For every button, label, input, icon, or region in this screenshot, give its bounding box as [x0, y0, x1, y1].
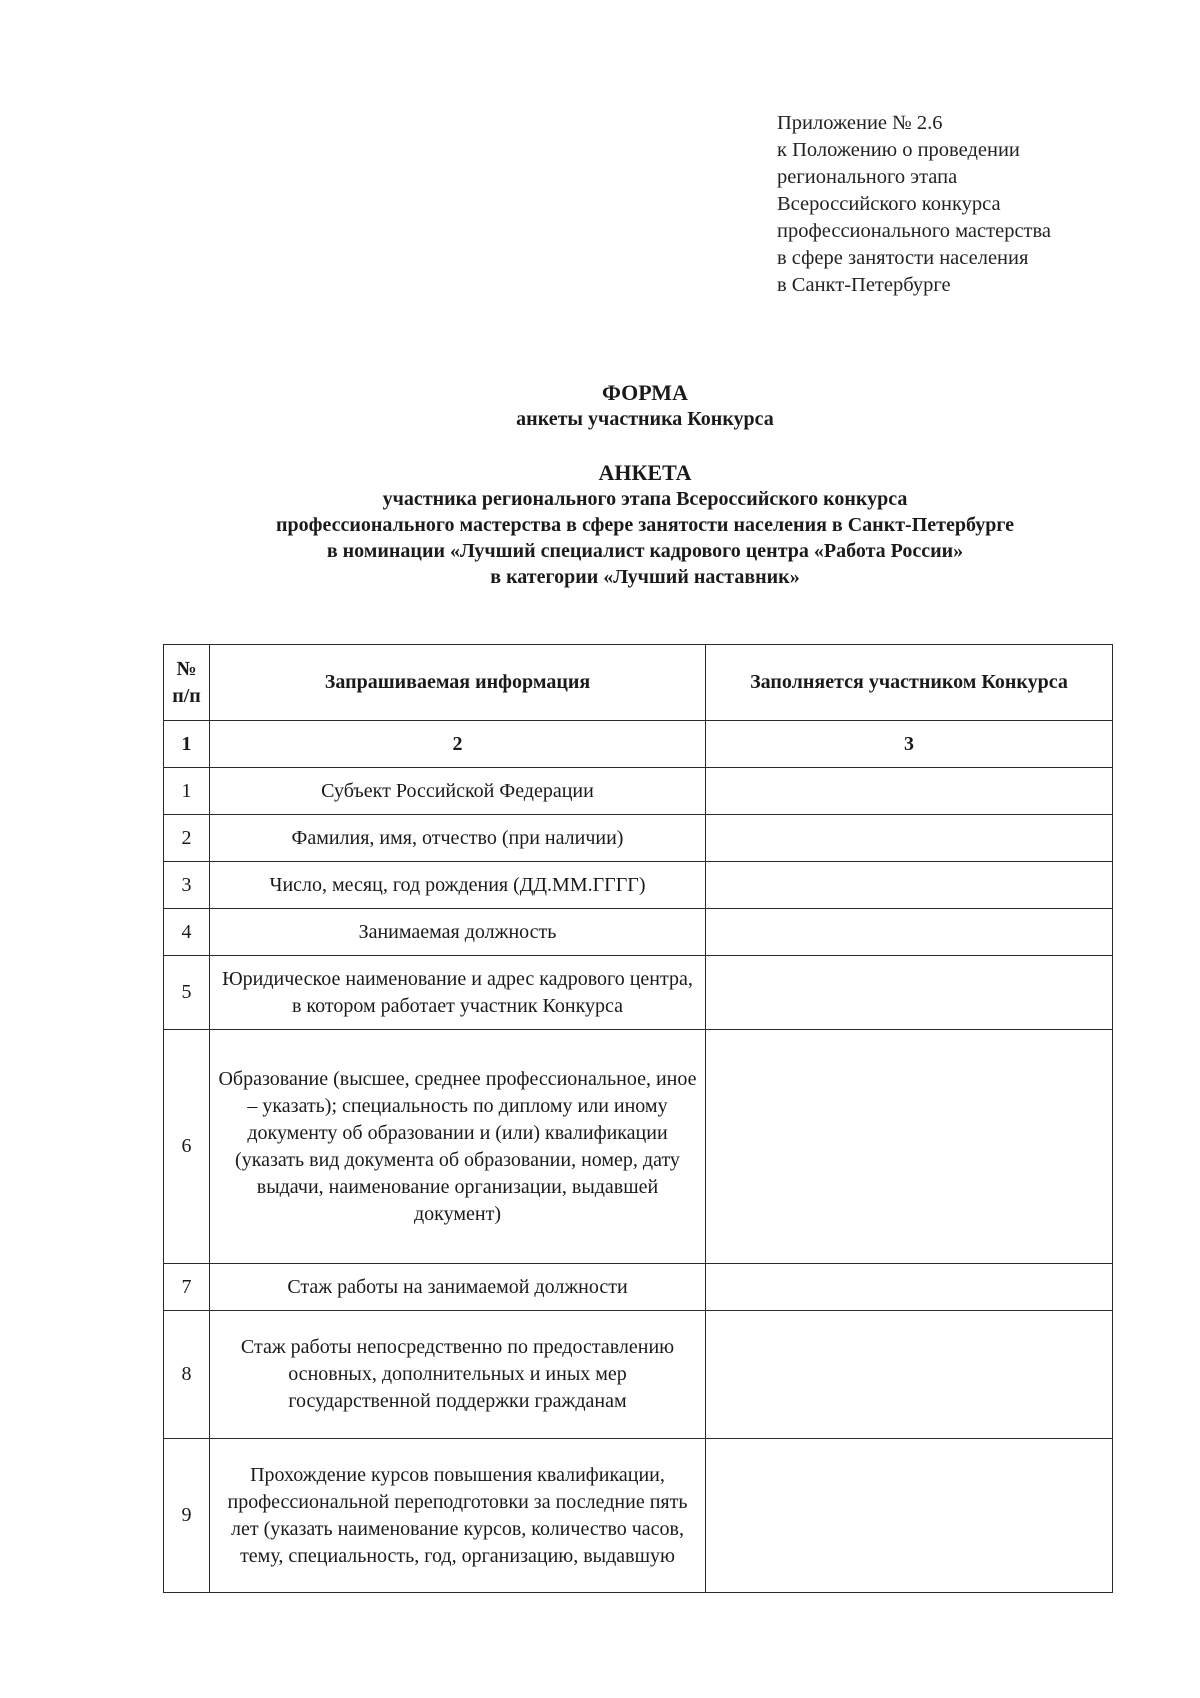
row-info: Фамилия, имя, отчество (при наличии) [210, 815, 706, 862]
anketa-line: в номинации «Лучший специалист кадрового центра «Работа России» [326, 540, 964, 562]
appendix-line: профессионального мастерства [777, 220, 1052, 242]
row-value-field[interactable] [706, 862, 1113, 909]
form-heading [150, 380, 1140, 432]
column-number-row [164, 721, 1113, 768]
appendix-line: к Положению о проведении [777, 139, 1020, 161]
row-value-field[interactable] [706, 768, 1113, 815]
appendix-block [777, 110, 1051, 299]
header-num: № п/п [164, 645, 210, 721]
row-num: 4 [164, 909, 210, 956]
row-value-field[interactable] [706, 1264, 1113, 1311]
table-row [164, 768, 1113, 815]
form-title: ФОРМА [602, 380, 688, 405]
row-num: 6 [164, 1030, 210, 1264]
column-number: 2 [210, 721, 706, 768]
form-subtitle: анкеты участника Конкурса [516, 408, 774, 430]
row-value-field[interactable] [706, 956, 1113, 1030]
row-info: Субъект Российской Федерации [210, 768, 706, 815]
row-num: 9 [164, 1439, 210, 1593]
row-value-field[interactable] [706, 815, 1113, 862]
header-requested-info: Запрашиваемая информация [210, 645, 706, 721]
row-value-field[interactable] [706, 909, 1113, 956]
appendix-line: в Санкт-Петербурге [777, 274, 951, 296]
row-info: Стаж работы непосредственно по предоставлению основных, дополнительных и иных мер государственной поддержки гражданам [210, 1311, 706, 1439]
appendix-line: Приложение № 2.6 [777, 112, 943, 134]
appendix-line: в сфере занятости населения [777, 247, 1029, 269]
row-info: Число, месяц, год рождения (ДД.ММ.ГГГГ) [210, 862, 706, 909]
anketa-line: участника регионального этапа Всероссийского конкурса [382, 488, 908, 510]
row-info: Занимаемая должность [210, 909, 706, 956]
row-num: 5 [164, 956, 210, 1030]
row-info: Образование (высшее, среднее профессиональное, иное – указать); специальность по диплому или иному документу об образовании и (или) квалификации (указать вид документа об образовании, номер, дату выдачи, наименование организации, выдавшей документ) [210, 1030, 706, 1264]
table-row [164, 909, 1113, 956]
table-row [164, 815, 1113, 862]
row-value-field[interactable] [706, 1311, 1113, 1439]
row-info: Прохождение курсов повышения квалификации, профессиональной переподготовки за последние пять лет (указать наименование курсов, количество часов, тему, специальность, год, организацию, выдавшую [210, 1439, 706, 1593]
row-num: 7 [164, 1264, 210, 1311]
row-value-field[interactable] [706, 1030, 1113, 1264]
table-row [164, 956, 1113, 1030]
table-row [164, 1030, 1113, 1264]
table-row [164, 1264, 1113, 1311]
row-info: Юридическое наименование и адрес кадрового центра, в котором работает участник Конкурса [210, 956, 706, 1030]
anketa-line: в категории «Лучший наставник» [490, 566, 800, 588]
header-filled-by-participant: Заполняется участником Конкурса [706, 645, 1113, 721]
row-num: 1 [164, 768, 210, 815]
row-num: 2 [164, 815, 210, 862]
table-header-row [164, 645, 1113, 721]
column-number: 1 [164, 721, 210, 768]
anketa-title: АНКЕТА [598, 460, 692, 485]
row-num: 8 [164, 1311, 210, 1439]
row-value-field[interactable] [706, 1439, 1113, 1593]
row-info: Стаж работы на занимаемой должности [210, 1264, 706, 1311]
anketa-heading [150, 460, 1140, 590]
table-row [164, 1311, 1113, 1439]
table-row [164, 1439, 1113, 1593]
row-num: 3 [164, 862, 210, 909]
appendix-line: регионального этапа [777, 166, 958, 188]
anketa-line: профессионального мастерства в сфере занятости населения в Санкт-Петербурге [275, 514, 1015, 536]
table-row [164, 862, 1113, 909]
questionnaire-table [163, 644, 1113, 1593]
appendix-line: Всероссийского конкурса [777, 193, 1001, 215]
column-number: 3 [706, 721, 1113, 768]
